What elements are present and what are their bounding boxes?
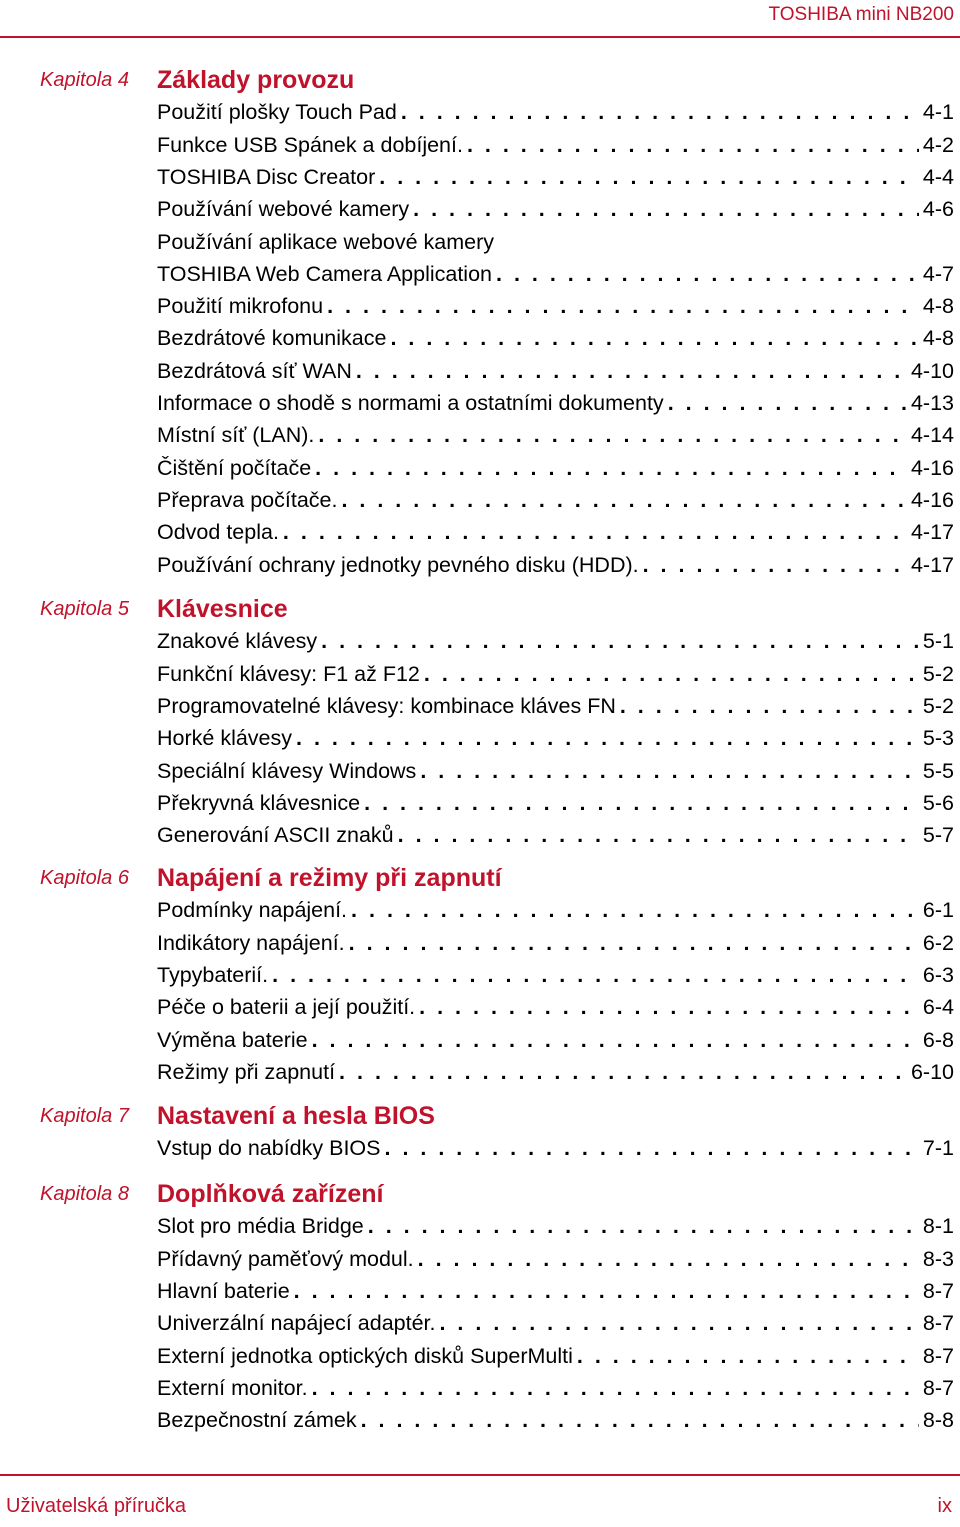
toc-entry-title: Znakové klávesy: [157, 629, 318, 654]
toc-entry-page: 6-10: [910, 1059, 954, 1084]
footer-manual-title: Uživatelská příručka: [6, 1495, 187, 1517]
toc-entry[interactable]: [157, 1372, 954, 1404]
chapter-label: Kapitola 6: [40, 867, 129, 889]
dot-leader: [312, 1024, 919, 1056]
dot-leader: [364, 787, 919, 819]
toc-entry[interactable]: [157, 129, 954, 161]
dot-leader: [368, 1210, 919, 1242]
dot-leader: [349, 927, 919, 959]
toc-entry-title: Vstup do nabídky BIOS: [157, 1136, 381, 1161]
toc-entry[interactable]: [157, 355, 954, 387]
dot-leader: [379, 161, 919, 193]
toc-entry-page: 4-13: [910, 391, 954, 415]
toc-entry[interactable]: [157, 1056, 954, 1088]
dot-leader: [390, 322, 918, 354]
footer-page-number: ix: [937, 1495, 952, 1517]
toc-entry[interactable]: [157, 755, 954, 787]
toc-entry-title: Čištění počítače: [157, 455, 312, 480]
toc-entry[interactable]: [157, 419, 954, 451]
toc-entry-page: 4-4: [922, 164, 954, 189]
toc-entry-page: 6-3: [922, 962, 954, 987]
toc-entry[interactable]: [157, 387, 954, 419]
toc-entry-title: Horké klávesy: [157, 726, 293, 751]
toc-entry[interactable]: [157, 1024, 954, 1056]
toc-entry-title: Indikátory napájení.: [157, 930, 345, 955]
toc-entry-title: Externí jednotka optických disků SuperMulti: [157, 1343, 573, 1368]
toc-entry-title: Přídavný paměťový modul.: [157, 1246, 414, 1271]
toc-entry-page: 4-17: [910, 520, 954, 545]
chapter-label: Kapitola 8: [40, 1183, 129, 1205]
toc-entry[interactable]: [157, 1307, 954, 1339]
toc-entry-title: Místní síť (LAN).: [157, 423, 315, 448]
toc-entry-title: Péče o baterii a její použití.: [157, 995, 416, 1020]
toc-entry[interactable]: [157, 549, 954, 581]
dot-leader: [351, 894, 919, 926]
toc-entry[interactable]: [157, 927, 954, 959]
toc-entry-page: 4-16: [910, 487, 954, 512]
toc-entry[interactable]: [157, 1243, 954, 1275]
toc-entry-title: Odvod tepla.: [157, 520, 279, 545]
chapter-title[interactable]: Základy provozu: [157, 66, 355, 94]
toc-entry-page: 5-5: [922, 758, 954, 783]
toc-entry-title: Univerzální napájecí adaptér.: [157, 1311, 436, 1336]
toc-entry-page: 5-2: [922, 661, 954, 686]
toc-entry-page: 6-4: [922, 995, 954, 1020]
chapter-label: Kapitola 4: [40, 69, 129, 91]
toc-entry[interactable]: [157, 690, 954, 722]
chapter-label: Kapitola 5: [40, 598, 129, 620]
dot-leader: [361, 1404, 919, 1436]
toc-entry-title: Informace o shodě s normami a ostatními dokumenty: [157, 391, 664, 415]
toc-entry-title: TOSHIBA Web Camera Application: [157, 261, 493, 286]
toc-entry-page: 8-7: [922, 1278, 954, 1303]
dot-leader: [283, 516, 907, 548]
toc-entry-title: Použití mikrofonu: [157, 294, 324, 319]
toc-entry[interactable]: [157, 226, 954, 258]
dot-leader: [327, 290, 919, 322]
toc-entry[interactable]: [157, 991, 954, 1023]
toc-entry-title: Výměna baterie: [157, 1027, 308, 1052]
toc-entry[interactable]: [157, 452, 954, 484]
toc-entry-page: 6-2: [922, 930, 954, 955]
footer-divider: [0, 1474, 960, 1476]
page-header-title: TOSHIBA mini NB200: [768, 4, 954, 25]
dot-leader: [620, 690, 919, 722]
toc-entry-title: Generování ASCII znaků: [157, 823, 394, 848]
toc-entry[interactable]: [157, 1275, 954, 1307]
toc-entry[interactable]: [157, 959, 954, 991]
toc-entry-page: 8-1: [922, 1214, 954, 1239]
toc-entry-title: Bezdrátová síť WAN: [157, 358, 352, 383]
toc-entry[interactable]: [157, 894, 954, 926]
dot-leader: [341, 484, 906, 516]
toc-entry-page: 8-8: [922, 1408, 954, 1433]
toc-entry-page: 7-1: [922, 1136, 954, 1161]
toc-entry[interactable]: [157, 322, 954, 354]
toc-entry-page: 4-8: [922, 294, 954, 319]
toc-entry-page: 5-1: [922, 629, 954, 654]
toc-entry-page: 8-7: [922, 1375, 954, 1400]
toc-entry-page: 4-17: [910, 552, 954, 577]
toc-entry-page: 4-10: [910, 358, 954, 383]
toc-entry[interactable]: [157, 722, 954, 754]
toc-entry[interactable]: [157, 258, 954, 290]
dot-leader: [577, 1340, 919, 1372]
toc-entry-page: 6-1: [922, 898, 954, 923]
toc-entry-title: Bezdrátové komunikace: [157, 326, 387, 351]
toc-entry-title: Speciální klávesy Windows: [157, 758, 417, 783]
chapter-title[interactable]: Nastavení a hesla BIOS: [157, 1102, 435, 1130]
toc-entry[interactable]: [157, 484, 954, 516]
dot-leader: [385, 1132, 919, 1164]
toc-entry-title: Externí monitor.: [157, 1375, 308, 1400]
toc-entry-title: Funkční klávesy: F1 až F12: [157, 661, 420, 686]
toc-entry[interactable]: [157, 787, 954, 819]
toc-entry-page: 4-8: [922, 326, 954, 351]
toc-entry-title: Překryvná klávesnice: [157, 790, 361, 815]
dot-leader: [424, 658, 919, 690]
toc-entry[interactable]: [157, 193, 954, 225]
toc-entry-title: Hlavní baterie: [157, 1278, 290, 1303]
dot-leader: [312, 1372, 919, 1404]
dot-leader: [339, 1056, 907, 1088]
toc-entry[interactable]: [157, 161, 954, 193]
dot-leader: [668, 387, 907, 419]
toc-entry-title: Režimy při zapnutí: [157, 1059, 336, 1084]
toc-entry[interactable]: [157, 1340, 954, 1372]
toc-entry-title: Používání aplikace webové kamery: [157, 229, 495, 254]
toc-entry[interactable]: [157, 516, 954, 548]
toc-entry-title: TOSHIBA Disc Creator: [157, 164, 376, 189]
chapter-title[interactable]: Klávesnice: [157, 595, 288, 623]
toc-entry-page: 4-7: [922, 261, 954, 286]
chapter-title[interactable]: Napájení a režimy při zapnutí: [157, 864, 502, 892]
toc-entry-title: Typybaterií.: [157, 962, 269, 987]
toc-entry-page: 5-6: [922, 790, 954, 815]
toc-entry-page: 5-2: [922, 693, 954, 718]
dot-leader: [356, 355, 907, 387]
dot-leader: [413, 193, 919, 225]
toc-entry[interactable]: [157, 1132, 954, 1164]
toc-entry[interactable]: [157, 819, 954, 851]
toc-entry-title: Bezpečnostní zámek: [157, 1408, 357, 1433]
toc-entry-title: Použití plošky Touch Pad: [157, 100, 397, 125]
toc-entry-page: 4-16: [910, 455, 954, 480]
chapter-label: Kapitola 7: [40, 1105, 129, 1127]
dot-leader: [496, 258, 919, 290]
toc-entry-page: 8-3: [922, 1246, 954, 1271]
dot-leader: [315, 452, 907, 484]
dot-leader: [296, 722, 919, 754]
dot-leader: [401, 96, 919, 128]
toc-entry-page: 4-14: [910, 423, 954, 448]
toc-entry[interactable]: [157, 1404, 954, 1436]
dot-leader: [418, 1243, 919, 1275]
toc-entry-title: Programovatelné klávesy: kombinace kláves FN: [157, 693, 616, 718]
chapter-title[interactable]: Doplňková zařízení: [157, 1180, 384, 1208]
toc-entry-page: 5-7: [922, 823, 954, 848]
dot-leader: [398, 819, 919, 851]
dot-leader: [439, 1307, 918, 1339]
dot-leader: [643, 549, 907, 581]
dot-leader: [420, 755, 919, 787]
toc-entry-page: 4-2: [922, 132, 954, 157]
toc-entry-page: 8-7: [922, 1343, 954, 1368]
dot-leader: [467, 129, 919, 161]
toc-entry-title: Používání webové kamery: [157, 197, 410, 222]
dot-leader: [321, 625, 919, 657]
toc-entry-title: Používání ochrany jednotky pevného disku (HDD).: [157, 552, 639, 577]
toc-entry-title: Funkce USB Spánek a dobíjení.: [157, 132, 463, 157]
toc-entry-page: 4-1: [922, 100, 954, 125]
toc-entry-page: 4-6: [922, 197, 954, 222]
toc-entry[interactable]: [157, 658, 954, 690]
toc-entry-page: 6-8: [922, 1027, 954, 1052]
toc-entry-title: Podmínky napájení.: [157, 898, 348, 923]
toc-entry[interactable]: [157, 96, 954, 128]
toc-entry[interactable]: [157, 1210, 954, 1242]
toc-entry[interactable]: [157, 290, 954, 322]
toc-entry-page: 5-3: [922, 726, 954, 751]
toc-entry-title: Slot pro média Bridge: [157, 1214, 364, 1239]
dot-leader: [318, 419, 907, 451]
dot-leader: [272, 959, 919, 991]
toc-entry[interactable]: [157, 625, 954, 657]
header-divider: [0, 36, 960, 38]
toc-entry-title: Přeprava počítače.: [157, 487, 338, 512]
dot-leader: [419, 991, 919, 1023]
dot-leader: [294, 1275, 919, 1307]
toc-entry-page: 8-7: [922, 1311, 954, 1336]
